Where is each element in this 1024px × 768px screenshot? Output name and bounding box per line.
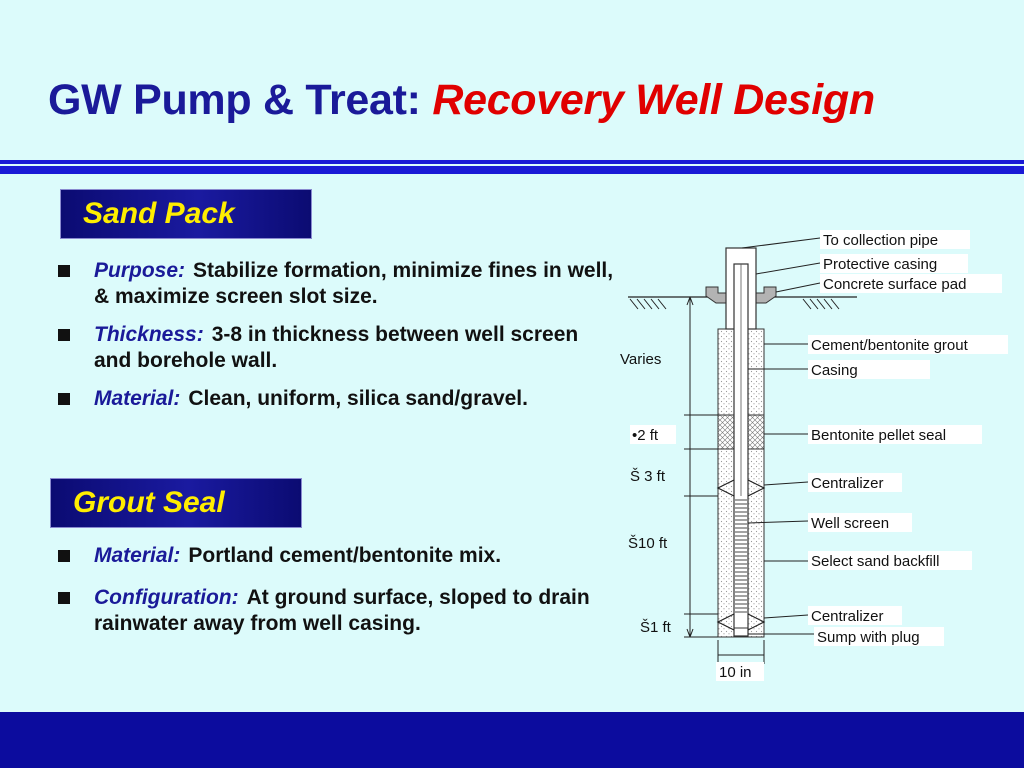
bullet-term: Configuration:	[94, 586, 239, 609]
bullet-term: Material:	[94, 544, 181, 567]
grout-seal-heading: Grout Seal	[50, 478, 302, 528]
label-protective-casing: Protective casing	[823, 256, 938, 273]
bullet-text: At ground surface, sloped to drain rainwater away from well casing.	[94, 586, 590, 635]
depth-dimension-line	[684, 297, 718, 637]
bullet-text: Clean, uniform, silica sand/gravel.	[188, 387, 528, 410]
bullet-term: Purpose:	[94, 259, 186, 282]
dim-width: 10 in	[719, 664, 752, 681]
bullet-text: 3-8 in thickness between well screen and borehole wall.	[94, 323, 579, 372]
label-casing: Casing	[811, 362, 858, 379]
dim-varies: Varies	[620, 351, 662, 368]
bullet-text: Stabilize formation, minimize fines in well, & maximize screen slot size.	[94, 259, 614, 308]
bullet-term: Thickness:	[94, 323, 204, 346]
label-sand-backfill: Select sand backfill	[811, 553, 940, 570]
dim-screen: Š10 ft	[628, 535, 668, 552]
label-surface-pad: Concrete surface pad	[823, 276, 967, 293]
bullet-term: Material:	[94, 387, 181, 410]
title-accent: Recovery Well Design	[432, 76, 875, 124]
label-centralizer-bottom: Centralizer	[811, 608, 884, 625]
dim-sump: Š1 ft	[640, 619, 671, 636]
sand-pack-heading: Sand Pack	[60, 189, 312, 239]
footer-band	[0, 712, 1024, 768]
label-grout: Cement/bentonite grout	[811, 337, 968, 354]
dim-upper: Š 3 ft	[630, 468, 666, 485]
label-sump: Sump with plug	[817, 629, 920, 646]
width-dimension-line	[718, 640, 764, 664]
dim-seal: •2 ft	[632, 427, 659, 444]
bullet-text: Portland cement/bentonite mix.	[188, 544, 502, 567]
label-pellet-seal: Bentonite pellet seal	[811, 427, 947, 444]
label-well-screen: Well screen	[811, 515, 890, 532]
label-centralizer-top: Centralizer	[811, 475, 884, 492]
title-main: GW Pump & Treat:	[48, 76, 421, 124]
label-collection-pipe: To collection pipe	[823, 232, 939, 249]
